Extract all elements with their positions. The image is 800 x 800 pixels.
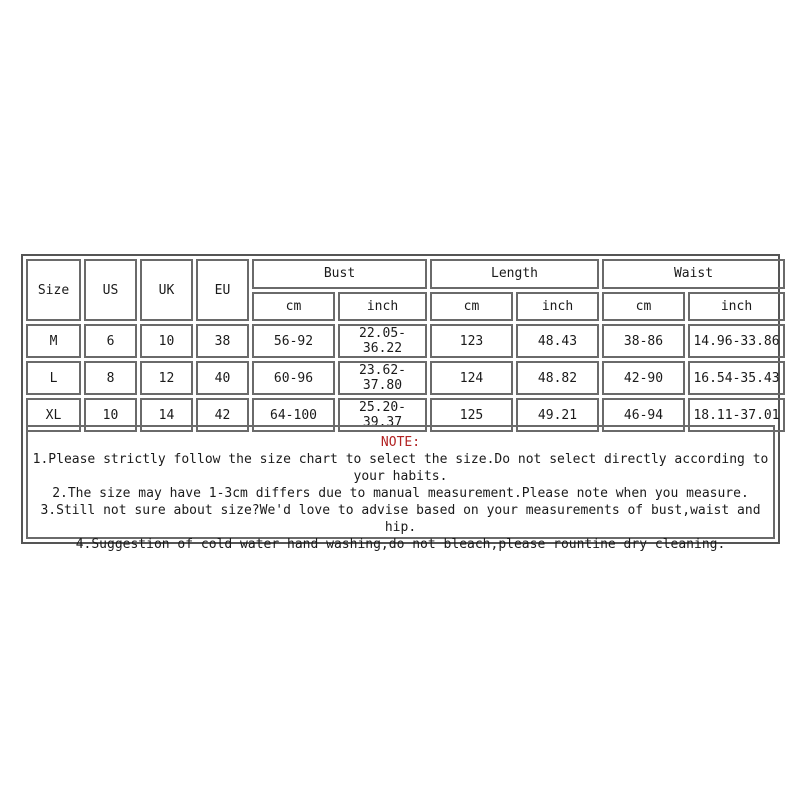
header-waist: Waist	[602, 259, 785, 289]
cell-length-cm: 123	[430, 324, 513, 358]
unit-waist-inch: inch	[688, 292, 785, 322]
cell-length-cm: 125	[430, 398, 513, 432]
cell-waist-inch: 14.96-33.86	[688, 324, 785, 358]
cell-uk: 12	[140, 361, 193, 395]
header-row-groups	[26, 259, 785, 289]
cell-size: XL	[26, 398, 81, 432]
cell-length-inch: 48.43	[516, 324, 599, 358]
cell-waist-cm: 42-90	[602, 361, 685, 395]
cell-uk: 14	[140, 398, 193, 432]
cell-bust-cm: 64-100	[252, 398, 335, 432]
cell-us: 8	[84, 361, 137, 395]
table-row	[26, 361, 785, 395]
cell-us: 10	[84, 398, 137, 432]
cell-waist-inch: 18.11-37.01	[688, 398, 785, 432]
unit-bust-cm: cm	[252, 292, 335, 322]
unit-bust-inch: inch	[338, 292, 427, 322]
unit-length-inch: inch	[516, 292, 599, 322]
cell-bust-inch: 22.05-36.22	[338, 324, 427, 358]
note-line-1: 1.Please strictly follow the size chart to select the size.Do not select directly according to your habits.	[32, 452, 769, 484]
cell-bust-inch: 23.62-37.80	[338, 361, 427, 395]
cell-eu: 38	[196, 324, 249, 358]
table-row	[26, 324, 785, 358]
cell-waist-cm: 38-86	[602, 324, 685, 358]
notes-box	[26, 425, 775, 552]
header-bust: Bust	[252, 259, 427, 289]
note-title: NOTE:	[380, 435, 421, 450]
cell-length-cm: 124	[430, 361, 513, 395]
cell-us: 6	[84, 324, 137, 358]
cell-bust-inch: 25.20-39.37	[338, 398, 427, 432]
cell-uk: 10	[140, 324, 193, 358]
size-chart-frame	[21, 254, 780, 552]
header-uk: UK	[140, 259, 193, 321]
size-chart-table	[23, 256, 788, 435]
cell-length-inch: 48.82	[516, 361, 599, 395]
cell-waist-cm: 46-94	[602, 398, 685, 432]
unit-length-cm: cm	[430, 292, 513, 322]
note-line-4: 4.Suggestion of cold water hand washing,do not bleach,please rountine dry cleaning.	[75, 537, 726, 552]
unit-waist-cm: cm	[602, 292, 685, 322]
cell-eu: 40	[196, 361, 249, 395]
cell-size: M	[26, 324, 81, 358]
cell-bust-cm: 60-96	[252, 361, 335, 395]
header-us: US	[84, 259, 137, 321]
note-line-3: 3.Still not sure about size?We'd love to advise based on your measurements of bust,waist and hip.	[40, 503, 761, 535]
cell-eu: 42	[196, 398, 249, 432]
note-line-2: 2.The size may have 1-3cm differs due to manual measurement.Please note when you measure.	[52, 486, 749, 501]
header-eu: EU	[196, 259, 249, 321]
cell-length-inch: 49.21	[516, 398, 599, 432]
header-length: Length	[430, 259, 599, 289]
cell-size: L	[26, 361, 81, 395]
header-size: Size	[26, 259, 81, 321]
cell-bust-cm: 56-92	[252, 324, 335, 358]
cell-waist-inch: 16.54-35.43	[688, 361, 785, 395]
